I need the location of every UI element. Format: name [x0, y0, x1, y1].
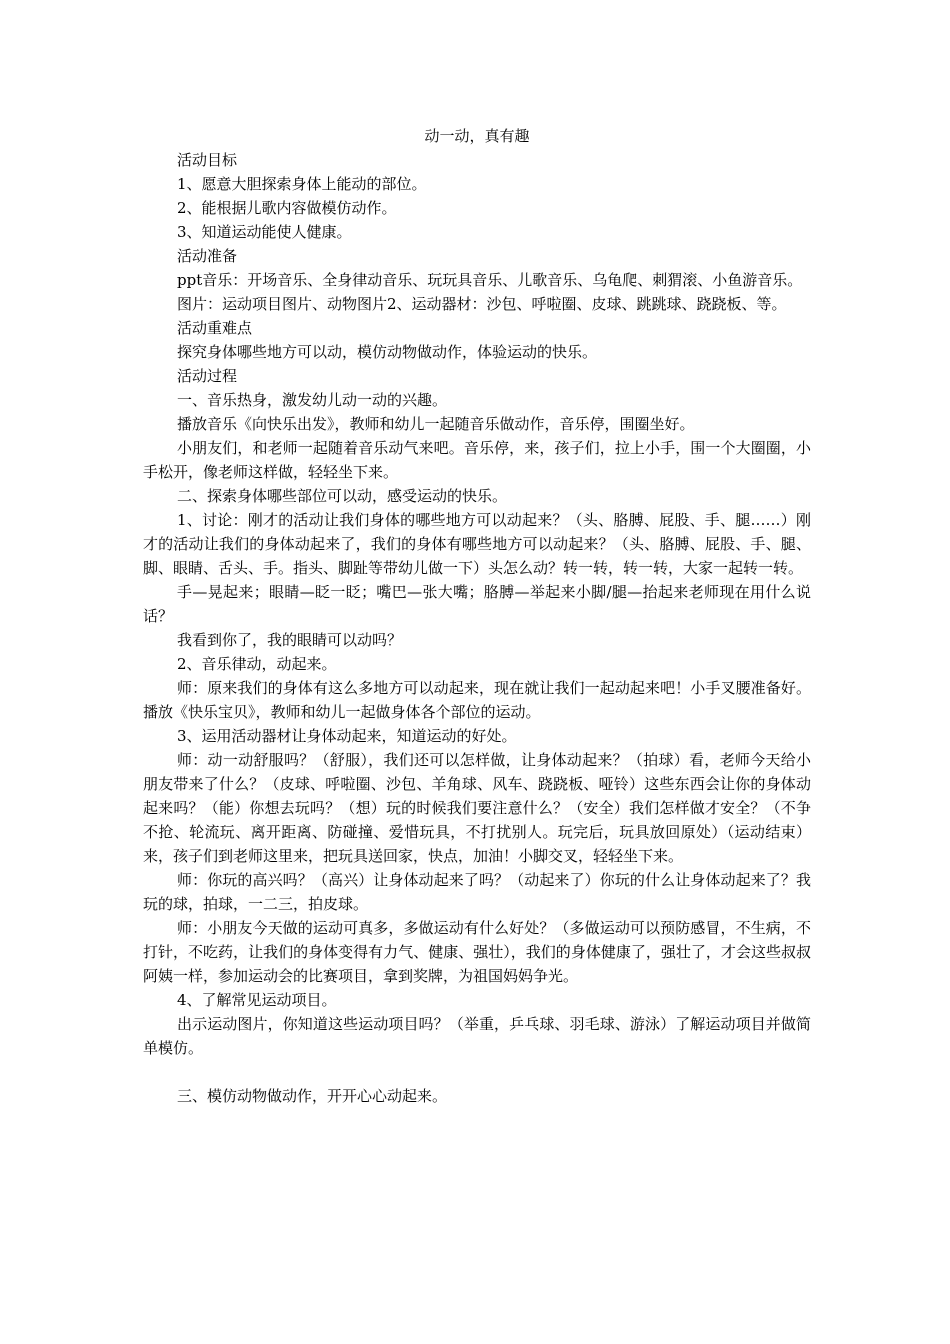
objective-item-2: 2、能根据儿歌内容做模仿动作。 [177, 199, 397, 217]
blank-line [143, 1060, 811, 1084]
key-points-text: 探究身体哪些地方可以动，模仿动物做动作，体验运动的快乐。 [177, 343, 598, 361]
section-2-heading: 二、探索身体哪些部位可以动，感受运动的快乐。 [177, 487, 508, 505]
section-2-sub-4: 4、了解常见运动项目。 [177, 991, 337, 1009]
section-2-benefits: 师：小朋友今天做的运动可真多，多做运动有什么好处？（多做运动可以预防感冒，不生病，不打针，不吃药，让我们的身体变得有力气、健康、强壮），我们的身体健康了，强壮了，才会这些叔叔阿姨一样，参加运动会的比赛项目，拿到奖牌，为祖国妈妈争光。 [143, 919, 811, 985]
section-1-para-1: 播放音乐《向快乐出发》，教师和幼儿一起随音乐做动作，音乐停，围圈坐好。 [177, 415, 695, 433]
document-page [143, 124, 811, 1108]
section-2-movements: 手—晃起来；眼睛—眨一眨；嘴巴—张大嘴；胳膊—举起来小脚/腿—抬起来老师现在用什么说话？ [143, 583, 811, 625]
section-2-discussion: 1、讨论：刚才的活动让我们身体的哪些地方可以动起来？（头、胳膊、屁股、手、腿……）刚才的活动让我们的身体动起来了，我们的身体有哪些地方可以动起来？（头、胳膊、屁股、手、腿、脚、眼睛、舌头、手。指头、脚趾等带幼儿做一下）头怎么动？转一转，转一转，大家一起转一转。 [143, 511, 811, 577]
section-2-eyes: 我看到你了，我的眼睛可以动吗？ [177, 631, 403, 649]
heading-process: 活动过程 [177, 367, 238, 385]
preparation-music: ppt音乐：开场音乐、全身律动音乐、玩玩具音乐、儿歌音乐、乌龟爬、刺猬滚、小鱼游音乐。 [177, 271, 803, 289]
section-1-para-2: 小朋友们，和老师一起随着音乐动气来吧。音乐停，来，孩子们，拉上小手，围一个大圈圈，小手松开，像老师这样做，轻轻坐下来。 [143, 439, 811, 481]
preparation-pictures: 图片：运动项目图片、动物图片2、运动器材：沙包、呼啦圈、皮球、跳跳球、跷跷板、等。 [177, 295, 787, 313]
section-2-sub-2-text: 师：原来我们的身体有这么多地方可以动起来，现在就让我们一起动起来吧！小手叉腰准备好。播放《快乐宝贝》，教师和幼儿一起做身体各个部位的运动。 [143, 679, 811, 721]
heading-key-points: 活动重难点 [177, 319, 253, 337]
heading-objectives: 活动目标 [177, 151, 238, 169]
section-2-sub-3-text: 师：动一动舒服吗？（舒服），我们还可以怎样做，让身体动起来？（拍球）看，老师今天给小朋友带来了什么？（皮球、呼啦圈、沙包、羊角球、风车、跷跷板、哑铃）这些东西会让你的身体动起来吗？（能）你想去玩吗？（想）玩的时候我们要注意什么？（安全）我们怎样做才安全？（不争不抢、轮流玩、离开距离、防碰撞、爱惜玩具，不打扰别人。玩完后，玩具放回原处）（运动结束）来，孩子们到老师这里来，把玩具送回家，快点，加油！小脚交叉，轻轻坐下来。 [143, 751, 811, 865]
document-body [143, 148, 811, 1108]
objective-item-1: 1、愿意大胆探索身体上能动的部位。 [177, 175, 427, 193]
section-3-heading: 三、模仿动物做动作，开开心心动起来。 [177, 1087, 448, 1105]
section-2-sub-3: 3、运用活动器材让身体动起来，知道运动的好处。 [177, 727, 517, 745]
heading-preparation: 活动准备 [177, 247, 238, 265]
section-1-heading: 一、音乐热身，激发幼儿动一动的兴趣。 [177, 391, 448, 409]
document-title: 动一动，真有趣 [424, 127, 530, 145]
section-2-sub-3-followup: 师：你玩的高兴吗？（高兴）让身体动起来了吗？（动起来了）你玩的什么让身体动起来了？我玩的球，拍球，一二三，拍皮球。 [143, 871, 811, 913]
section-2-sub-2: 2、音乐律动，动起来。 [177, 655, 337, 673]
objective-item-3: 3、知道运动能使人健康。 [177, 223, 352, 241]
section-2-sub-4-text: 出示运动图片，你知道这些运动项目吗？（举重，乒乓球、羽毛球、游泳）了解运动项目并做简单模仿。 [143, 1015, 811, 1057]
